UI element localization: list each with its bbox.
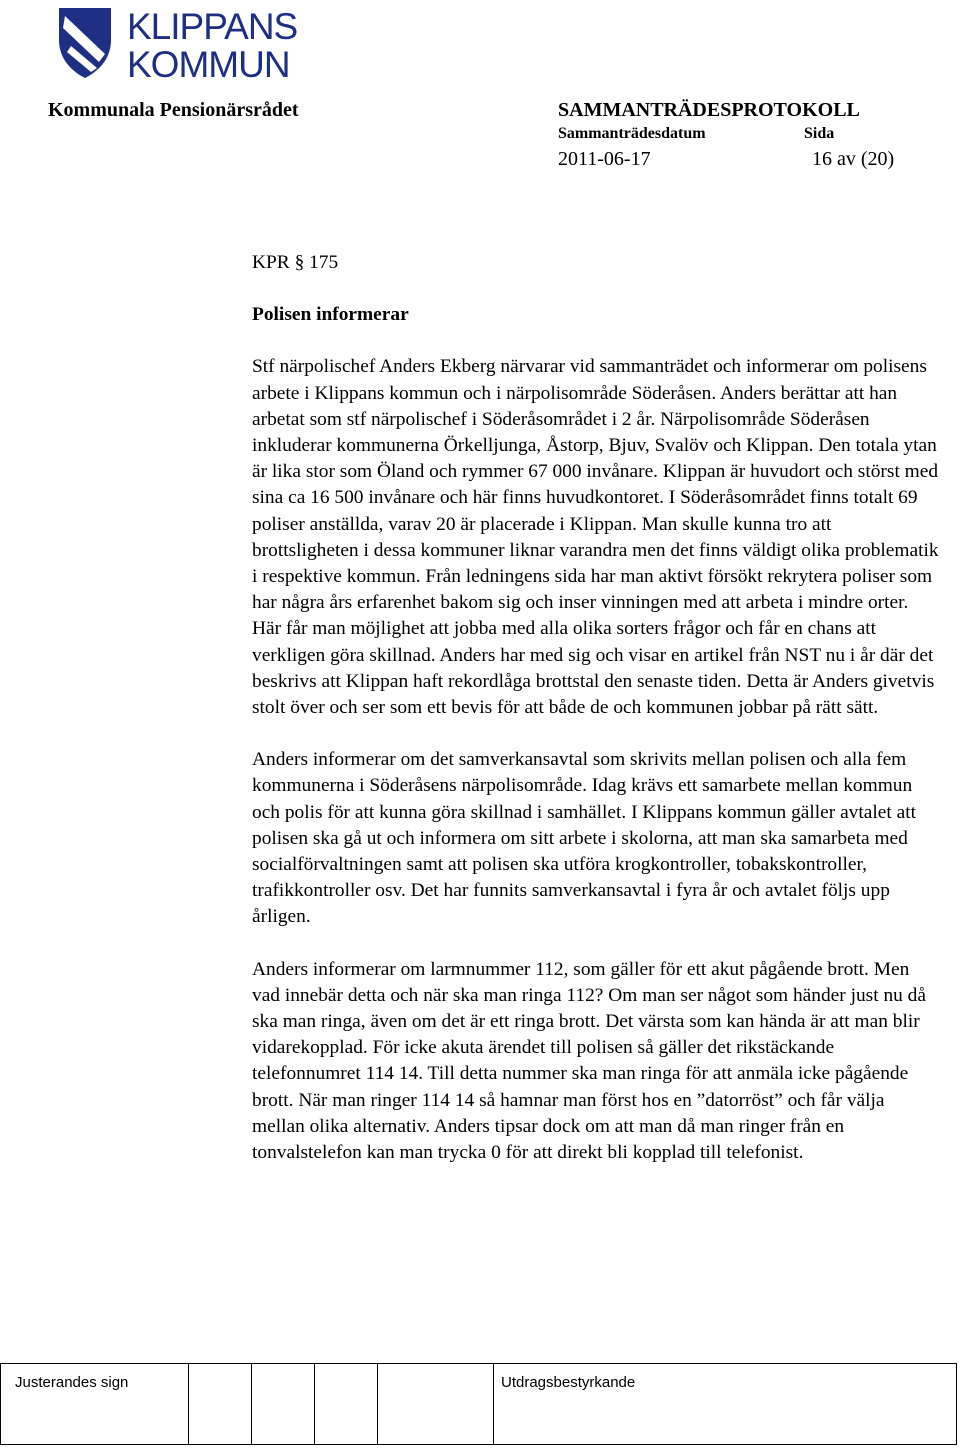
section-title: Polisen informerar: [252, 304, 409, 326]
page-label: Sida: [804, 125, 835, 142]
page-number-value: 16 av (20): [812, 148, 895, 170]
footer-cell-divider: [251, 1364, 252, 1444]
municipality-logo: [57, 6, 317, 84]
signature-footer-table: [0, 1363, 957, 1445]
paragraph: Anders informerar om larmnummer 112, som gäller för ett akut pågående brott. Men vad innebär detta och när ska man ringa 112? Om man ser något som händer just nu då ska man ringa, även om det är ett ringa brott. Det värsta som kan hända är att man blir vidarekopplad. För icke akuta ärendet till polisen så gäller det rikstäckande telefonnumret 114 14. Till detta nummer ska man ringa för att anmäla icke pågående brott. När man ringer 114 14 så hamnar man först hos en ”datorröst” och får välja mellan olika alternativ. Anders tipsar dock om att man då man ringer från en tonvalstelefon kan man trycka 0 för att direkt bli kopplad till telefonist.: [252, 958, 926, 1164]
footer-cell-divider: [493, 1364, 494, 1444]
coat-of-arms-icon: [57, 6, 113, 80]
logo-text-line2: KOMMUN: [127, 44, 290, 85]
footer-cell-divider: [188, 1364, 189, 1444]
extract-certification-label: Utdragsbestyrkande: [501, 1374, 636, 1391]
meeting-date-label: Sammanträdesdatum: [558, 125, 706, 142]
footer-cell-divider: [314, 1364, 315, 1444]
paragraph: Anders informerar om det samverkansavtal som skrivits mellan polisen och alla fem kommunerna i Söderåsens närpolisområde. Idag krävs ett samarbete mellan kommun och polis för att kunna göra skillnad i samhället. I Klippans kommun gäller avtalet att polisen ska gå ut och informera om sitt arbete i skolorna, att man ska samarbeta med socialförvaltningen samt att polisen ska utföra krogkontroller, tobakskontroller, trafikkontroller osv. Det har funnits samverkansavtal i fyra år och avtalet följs upp årligen.: [252, 749, 916, 928]
footer-cell-divider: [377, 1364, 378, 1444]
document-body: [252, 250, 942, 1192]
logo-text-line1: KLIPPANS: [127, 6, 298, 47]
document-type: SAMMANTRÄDESPROTOKOLL: [558, 99, 860, 121]
approver-signature-label: Justerandes sign: [15, 1374, 129, 1391]
section-number: KPR § 175: [252, 252, 339, 273]
meeting-date-value: 2011-06-17: [558, 148, 651, 170]
organization-name: Kommunala Pensionärsrådet: [48, 99, 299, 121]
paragraph: Stf närpolischef Anders Ekberg närvarar vid sammanträdet och informerar om polisens arbete i Klippans kommun och i närpolisområde Söderåsen. Anders berättar att han arbetat som stf närpolischef i Söderåsområdet i 2 år. Närpolisområde Söderåsen inkluderar kommunerna Örkelljunga, Åstorp, Bjuv, Svalöv och Klippan. Den totala ytan är lika stor som Öland och rymmer 67 000 invånare. Klippan är huvudort och störst med sina ca 16 500 invånare och här finns huvudkontoret. I Söderåsområdet finns totalt 69 poliser anställda, varav 20 är placerade i Klippan. Man skulle kunna tro att brottsligheten i dessa kommuner liknar varandra men det finns väldigt olika problematik i respektive kommun. Från ledningens sida har man aktivt försökt rekrytera poliser som har några års erfarenhet bakom sig och inser vinningen med att arbeta i mindre orter. Här får man möjlighet att jobba med alla olika sorters frågor och får en chans att verkligen göra skillnad. Anders har med sig och visar en artikel från NST nu i år där det beskrivs att Klippan haft rekordlåga brottstal den senaste tiden. Detta är Anders givetvis stolt över och ser som ett bevis för att både de och kommunen jobbar på rätt sätt.: [252, 356, 939, 719]
